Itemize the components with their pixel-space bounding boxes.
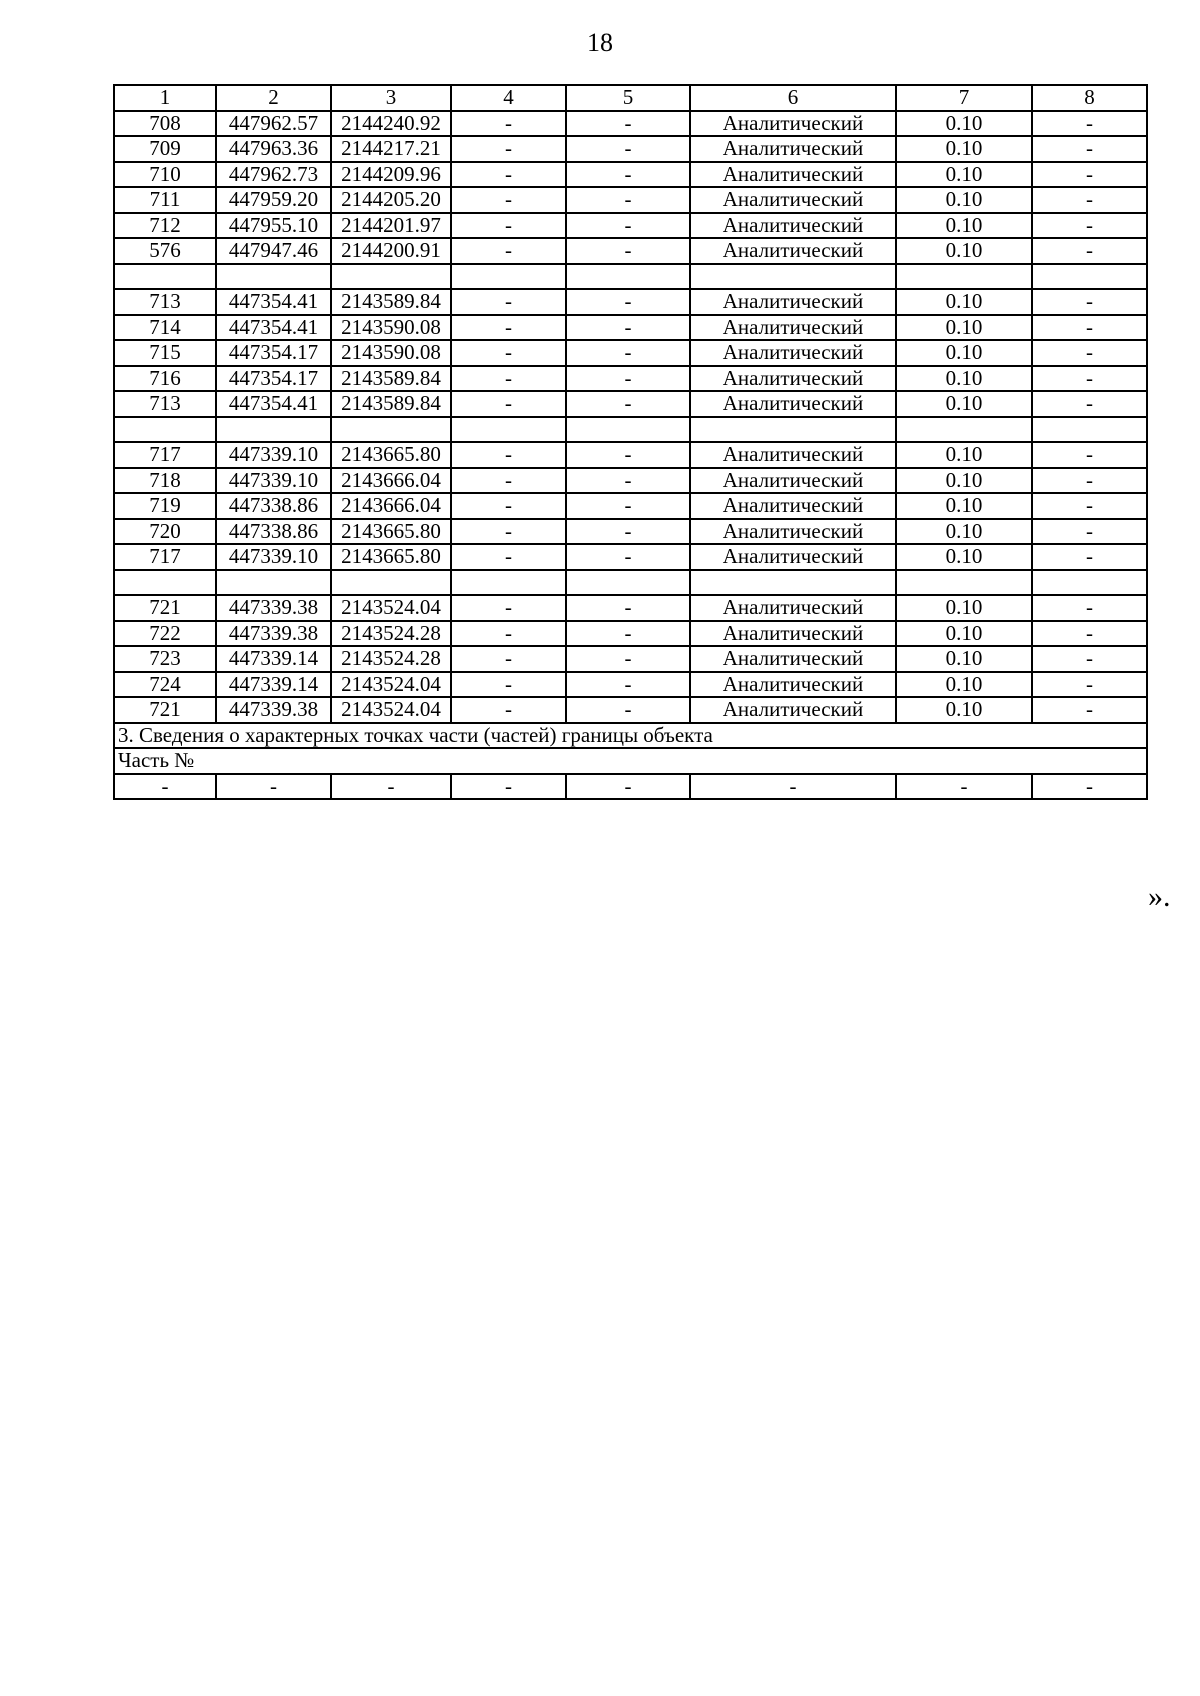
table-cell [690, 570, 896, 596]
table-cell: - [1032, 544, 1147, 570]
table-cell: 2143590.08 [331, 340, 451, 366]
table-cell: - [451, 136, 566, 162]
table-cell: 0.10 [896, 493, 1032, 519]
table-cell: Аналитический [690, 136, 896, 162]
table-cell: 0.10 [896, 697, 1032, 723]
table-cell: Аналитический [690, 519, 896, 545]
table-row [114, 519, 1147, 545]
table-cell: 710 [114, 162, 216, 188]
table-cell: - [1032, 519, 1147, 545]
table-cell: - [451, 774, 566, 800]
closing-quote-mark: ». [1148, 880, 1171, 913]
part-label: Часть № [114, 748, 1147, 774]
table-cell: Аналитический [690, 621, 896, 647]
table-cell: 0.10 [896, 519, 1032, 545]
table-cell: 2143589.84 [331, 391, 451, 417]
table-separator-row [114, 264, 1147, 290]
table-cell: - [114, 774, 216, 800]
table-cell [114, 417, 216, 443]
table-cell: 2143524.04 [331, 697, 451, 723]
table-cell: 0.10 [896, 111, 1032, 137]
table-cell: - [451, 544, 566, 570]
table-cell: 2144200.91 [331, 238, 451, 264]
table-row [114, 187, 1147, 213]
table-cell: 447354.17 [216, 340, 331, 366]
table-cell [1032, 417, 1147, 443]
table-cell: 0.10 [896, 442, 1032, 468]
table-cell [216, 417, 331, 443]
table-cell: 0.10 [896, 468, 1032, 494]
table-cell: - [566, 391, 690, 417]
table-cell: 723 [114, 646, 216, 672]
table-cell: 2144201.97 [331, 213, 451, 239]
table-cell [331, 417, 451, 443]
table-cell: - [566, 493, 690, 519]
table-cell: - [566, 468, 690, 494]
table-cell: 576 [114, 238, 216, 264]
table-cell: 2143589.84 [331, 366, 451, 392]
table-cell [566, 264, 690, 290]
table-cell: 447354.41 [216, 391, 331, 417]
table-cell: 7 [896, 85, 1032, 111]
table-cell: 0.10 [896, 366, 1032, 392]
table-cell: 447339.10 [216, 544, 331, 570]
table-cell: 6 [690, 85, 896, 111]
table-cell: - [566, 774, 690, 800]
table-cell: - [566, 136, 690, 162]
table-row [114, 136, 1147, 162]
table-cell [331, 570, 451, 596]
table-cell: 715 [114, 340, 216, 366]
table-cell: 2143524.04 [331, 672, 451, 698]
table-cell [1032, 264, 1147, 290]
table-cell: 2143665.80 [331, 442, 451, 468]
table-cell [690, 417, 896, 443]
table-row [114, 111, 1147, 137]
table-row [114, 213, 1147, 239]
table-cell: 716 [114, 366, 216, 392]
table-cell: 2143590.08 [331, 315, 451, 341]
table-cell: - [1032, 391, 1147, 417]
table-cell: 717 [114, 442, 216, 468]
table-cell [114, 570, 216, 596]
table-cell: Аналитический [690, 366, 896, 392]
table-cell: 714 [114, 315, 216, 341]
table-cell: 447339.38 [216, 621, 331, 647]
table-cell: Аналитический [690, 340, 896, 366]
table-cell: 447955.10 [216, 213, 331, 239]
table-cell: 717 [114, 544, 216, 570]
table-cell: - [1032, 646, 1147, 672]
table-cell: 2143665.80 [331, 519, 451, 545]
table-cell: - [1032, 136, 1147, 162]
table-cell: - [331, 774, 451, 800]
table-cell: 447962.73 [216, 162, 331, 188]
table-cell: 0.10 [896, 340, 1032, 366]
table-cell [566, 417, 690, 443]
table-cell: - [451, 519, 566, 545]
table-cell: 713 [114, 289, 216, 315]
table-cell: - [451, 162, 566, 188]
table-cell [451, 264, 566, 290]
table-cell: 2143666.04 [331, 493, 451, 519]
table-cell: 1 [114, 85, 216, 111]
table-cell: Аналитический [690, 468, 896, 494]
table-cell: 724 [114, 672, 216, 698]
table-cell: - [451, 697, 566, 723]
table-cell: - [566, 519, 690, 545]
table-row [114, 162, 1147, 188]
table-cell: - [1032, 774, 1147, 800]
table-cell: - [1032, 595, 1147, 621]
table-cell: - [566, 442, 690, 468]
section-title-row [114, 723, 1147, 749]
table-row [114, 621, 1147, 647]
table-cell: 447947.46 [216, 238, 331, 264]
table-row [114, 493, 1147, 519]
table-cell: - [1032, 289, 1147, 315]
table-cell: 2144217.21 [331, 136, 451, 162]
table-cell [896, 417, 1032, 443]
table-cell: Аналитический [690, 442, 896, 468]
table-separator-row [114, 417, 1147, 443]
table-cell [690, 264, 896, 290]
table-row [114, 544, 1147, 570]
table-cell: - [451, 646, 566, 672]
table-cell: - [566, 315, 690, 341]
table-cell: 0.10 [896, 672, 1032, 698]
table-cell [896, 570, 1032, 596]
table-cell: 712 [114, 213, 216, 239]
table-cell: 4 [451, 85, 566, 111]
table-cell [451, 570, 566, 596]
table-row [114, 391, 1147, 417]
table-cell: - [451, 442, 566, 468]
table-cell: - [451, 468, 566, 494]
table-row [114, 672, 1147, 698]
table-cell: - [896, 774, 1032, 800]
table-cell: 2144209.96 [331, 162, 451, 188]
table-cell: Аналитический [690, 315, 896, 341]
table-cell: Аналитический [690, 544, 896, 570]
table-cell: 0.10 [896, 646, 1032, 672]
table-cell: - [566, 672, 690, 698]
table-row [114, 315, 1147, 341]
part-label-row [114, 748, 1147, 774]
table-cell: - [451, 187, 566, 213]
table-cell: - [1032, 621, 1147, 647]
table-cell: - [566, 213, 690, 239]
table-cell: 719 [114, 493, 216, 519]
table-cell: - [566, 544, 690, 570]
table-cell: - [451, 366, 566, 392]
table-cell: 721 [114, 697, 216, 723]
table-cell: 2 [216, 85, 331, 111]
table-cell: 2143524.28 [331, 646, 451, 672]
table-cell: 447339.10 [216, 468, 331, 494]
table-cell: 447354.41 [216, 315, 331, 341]
table-cell: 2143666.04 [331, 468, 451, 494]
table-cell: 447339.10 [216, 442, 331, 468]
table-cell: - [1032, 315, 1147, 341]
table-cell: 722 [114, 621, 216, 647]
table-cell: 447338.86 [216, 519, 331, 545]
table-cell [566, 570, 690, 596]
table-cell: 0.10 [896, 238, 1032, 264]
table-cell [331, 264, 451, 290]
table-cell: 8 [1032, 85, 1147, 111]
table-cell: 447963.36 [216, 136, 331, 162]
table-cell: 3 [331, 85, 451, 111]
table-cell: - [566, 111, 690, 137]
table-cell: - [566, 340, 690, 366]
table-row [114, 340, 1147, 366]
table-cell: 447354.41 [216, 289, 331, 315]
table-cell: - [451, 672, 566, 698]
table-last-row [114, 774, 1147, 800]
table-cell: 0.10 [896, 595, 1032, 621]
table-separator-row [114, 570, 1147, 596]
table-cell: 718 [114, 468, 216, 494]
table-cell: - [566, 646, 690, 672]
table-cell: 447339.38 [216, 697, 331, 723]
table-cell: - [1032, 162, 1147, 188]
table-cell [114, 264, 216, 290]
table-cell: - [566, 187, 690, 213]
table-cell: - [566, 162, 690, 188]
table-cell: - [566, 595, 690, 621]
table-cell: 447339.14 [216, 672, 331, 698]
table-cell [1032, 570, 1147, 596]
table-row [114, 442, 1147, 468]
table-row [114, 697, 1147, 723]
table-cell: 713 [114, 391, 216, 417]
table-cell: 2143524.04 [331, 595, 451, 621]
table-cell: 5 [566, 85, 690, 111]
table-cell: - [1032, 672, 1147, 698]
table-cell: 447962.57 [216, 111, 331, 137]
table-row [114, 646, 1147, 672]
table-cell: - [1032, 187, 1147, 213]
table-cell: 0.10 [896, 136, 1032, 162]
table-cell: 447338.86 [216, 493, 331, 519]
table-cell: 447354.17 [216, 366, 331, 392]
table-cell: Аналитический [690, 646, 896, 672]
table-cell: 2143589.84 [331, 289, 451, 315]
coordinates-table-container [113, 84, 1148, 800]
table-cell: 447959.20 [216, 187, 331, 213]
table-cell: Аналитический [690, 595, 896, 621]
table-cell: - [1032, 111, 1147, 137]
table-cell: - [1032, 238, 1147, 264]
table-cell: Аналитический [690, 391, 896, 417]
table-row [114, 595, 1147, 621]
table-cell: Аналитический [690, 187, 896, 213]
table-header-row [114, 85, 1147, 111]
table-cell: - [451, 315, 566, 341]
table-cell: 0.10 [896, 213, 1032, 239]
table-cell: Аналитический [690, 238, 896, 264]
table-cell: - [451, 391, 566, 417]
table-cell: - [216, 774, 331, 800]
table-row [114, 238, 1147, 264]
table-row [114, 289, 1147, 315]
table-cell: Аналитический [690, 162, 896, 188]
table-cell: - [451, 289, 566, 315]
table-cell: 0.10 [896, 162, 1032, 188]
table-cell: 2144205.20 [331, 187, 451, 213]
table-cell: - [566, 289, 690, 315]
table-cell: 708 [114, 111, 216, 137]
table-cell: - [690, 774, 896, 800]
table-cell: - [451, 621, 566, 647]
table-cell: - [1032, 340, 1147, 366]
table-cell [896, 264, 1032, 290]
table-cell: - [1032, 697, 1147, 723]
table-cell: 2144240.92 [331, 111, 451, 137]
table-cell: 721 [114, 595, 216, 621]
table-cell: - [451, 340, 566, 366]
table-cell: Аналитический [690, 289, 896, 315]
table-cell: 0.10 [896, 289, 1032, 315]
page-number: 18 [587, 28, 613, 57]
table-cell: 2143665.80 [331, 544, 451, 570]
table-cell: - [1032, 366, 1147, 392]
table-cell: 447339.14 [216, 646, 331, 672]
table-cell: Аналитический [690, 213, 896, 239]
table-cell: - [566, 238, 690, 264]
table-row [114, 468, 1147, 494]
table-cell: - [451, 111, 566, 137]
table-cell: - [451, 213, 566, 239]
table-cell: - [566, 697, 690, 723]
table-cell: Аналитический [690, 697, 896, 723]
table-cell: - [1032, 468, 1147, 494]
coordinates-table [113, 84, 1148, 800]
table-cell: 0.10 [896, 621, 1032, 647]
table-cell: - [451, 595, 566, 621]
table-cell: - [1032, 213, 1147, 239]
table-cell: 2143524.28 [331, 621, 451, 647]
table-cell: 0.10 [896, 315, 1032, 341]
table-row [114, 366, 1147, 392]
table-cell: 0.10 [896, 187, 1032, 213]
table-cell: - [1032, 493, 1147, 519]
table-cell: 0.10 [896, 391, 1032, 417]
table-cell: 711 [114, 187, 216, 213]
table-cell: - [1032, 442, 1147, 468]
table-cell: 0.10 [896, 544, 1032, 570]
table-cell: - [451, 238, 566, 264]
table-cell: - [566, 366, 690, 392]
section-title: 3. Сведения о характерных точках части (частей) границы объекта [114, 723, 1147, 749]
table-cell [451, 417, 566, 443]
table-cell: 447339.38 [216, 595, 331, 621]
table-cell: 720 [114, 519, 216, 545]
table-cell: - [451, 493, 566, 519]
table-cell: 709 [114, 136, 216, 162]
table-cell: - [566, 621, 690, 647]
table-cell [216, 570, 331, 596]
table-cell: Аналитический [690, 493, 896, 519]
table-cell: Аналитический [690, 672, 896, 698]
table-cell: Аналитический [690, 111, 896, 137]
table-cell [216, 264, 331, 290]
